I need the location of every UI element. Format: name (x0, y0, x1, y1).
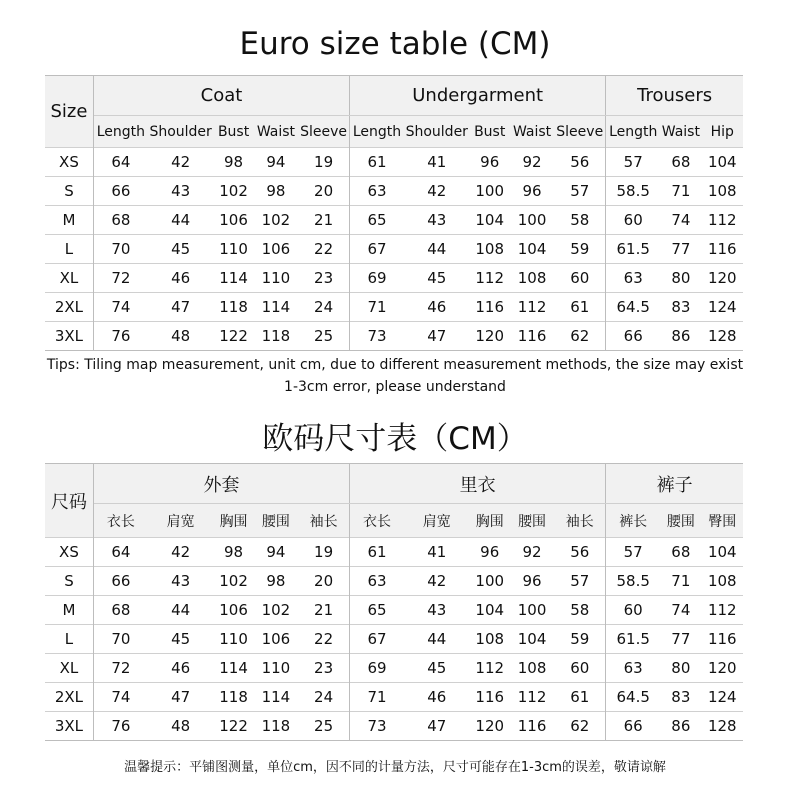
measurement-cell: 45 (404, 654, 470, 683)
measurement-cell: 112 (702, 206, 743, 235)
measurement-cell: 108 (702, 567, 743, 596)
measurement-cell: 68 (93, 596, 147, 625)
measurement-cell: 57 (606, 538, 660, 567)
measurement-cell: 46 (148, 264, 214, 293)
measurement-cell: 112 (510, 683, 554, 712)
measurement-cell: 60 (554, 654, 605, 683)
measurement-cell: 70 (93, 625, 147, 654)
column-header: Hip (702, 116, 743, 148)
measurement-cell: 19 (298, 148, 349, 177)
table-row (45, 567, 743, 596)
column-header: Shoulder (404, 116, 470, 148)
measurement-cell: 74 (660, 206, 701, 235)
measurement-cell: 66 (606, 712, 660, 741)
measurement-cell: 118 (213, 293, 253, 322)
measurement-cell: 66 (606, 322, 660, 351)
measurement-cell: 62 (554, 322, 605, 351)
measurement-cell: 104 (470, 206, 510, 235)
measurement-cell: 86 (660, 322, 701, 351)
measurement-cell: 116 (510, 712, 554, 741)
group-header: 外套 (93, 464, 349, 504)
group-header: Undergarment (350, 76, 606, 116)
measurement-cell: 41 (404, 148, 470, 177)
column-header: Bust (213, 116, 253, 148)
measurement-cell: 71 (660, 177, 701, 206)
column-header: 衣长 (93, 504, 147, 538)
measurement-cell: 60 (606, 596, 660, 625)
measurement-cell: 110 (254, 654, 298, 683)
measurement-cell: 66 (93, 177, 147, 206)
measurement-cell: 92 (510, 148, 554, 177)
measurement-cell: 58.5 (606, 177, 660, 206)
measurement-cell: 48 (148, 712, 214, 741)
column-header-row (45, 504, 743, 538)
size-column-header: 尺码 (45, 464, 93, 538)
measurement-cell: 120 (702, 264, 743, 293)
column-header: 肩宽 (148, 504, 214, 538)
measurement-cell: 60 (606, 206, 660, 235)
measurement-cell: 102 (254, 596, 298, 625)
measurement-cell: 22 (298, 625, 349, 654)
measurement-cell: 108 (470, 235, 510, 264)
measurement-cell: 120 (470, 322, 510, 351)
column-header: Sleeve (554, 116, 605, 148)
measurement-cell: 47 (404, 712, 470, 741)
measurement-cell: 104 (510, 235, 554, 264)
measurement-cell: 46 (148, 654, 214, 683)
measurement-cell: 45 (148, 625, 214, 654)
measurement-cell: 41 (404, 538, 470, 567)
size-cell: 2XL (45, 683, 93, 712)
measurement-cell: 61.5 (606, 625, 660, 654)
measurement-cell: 110 (213, 235, 253, 264)
measurement-cell: 71 (350, 683, 404, 712)
measurement-cell: 114 (254, 293, 298, 322)
chinese-size-table (45, 463, 743, 741)
measurement-cell: 58 (554, 206, 605, 235)
group-header-row (45, 76, 743, 116)
measurement-cell: 104 (702, 148, 743, 177)
measurement-cell: 67 (350, 235, 404, 264)
measurement-cell: 74 (93, 683, 147, 712)
measurement-cell: 59 (554, 625, 605, 654)
measurement-cell: 46 (404, 683, 470, 712)
measurement-cell: 100 (470, 567, 510, 596)
size-cell: L (45, 625, 93, 654)
measurement-cell: 69 (350, 264, 404, 293)
measurement-cell: 96 (470, 148, 510, 177)
measurement-cell: 120 (470, 712, 510, 741)
measurement-cell: 94 (254, 148, 298, 177)
measurement-cell: 21 (298, 596, 349, 625)
size-cell: XS (45, 148, 93, 177)
measurement-cell: 25 (298, 712, 349, 741)
size-column-header: Size (45, 76, 93, 148)
measurement-cell: 42 (404, 177, 470, 206)
measurement-cell: 44 (404, 625, 470, 654)
group-header: 裤子 (606, 464, 743, 504)
measurement-cell: 116 (510, 322, 554, 351)
measurement-cell: 57 (606, 148, 660, 177)
measurement-cell: 100 (470, 177, 510, 206)
column-header: Length (350, 116, 404, 148)
measurement-cell: 64.5 (606, 293, 660, 322)
column-header: Waist (254, 116, 298, 148)
measurement-cell: 73 (350, 712, 404, 741)
measurement-cell: 114 (213, 264, 253, 293)
column-header-row (45, 116, 743, 148)
measurement-cell: 44 (148, 596, 214, 625)
measurement-cell: 104 (702, 538, 743, 567)
measurement-cell: 112 (470, 264, 510, 293)
measurement-cell: 83 (660, 293, 701, 322)
table-row (45, 206, 743, 235)
size-cell: 2XL (45, 293, 93, 322)
measurement-cell: 104 (510, 625, 554, 654)
measurement-cell: 63 (350, 567, 404, 596)
measurement-cell: 106 (254, 625, 298, 654)
measurement-cell: 56 (554, 538, 605, 567)
table-row (45, 538, 743, 567)
measurement-cell: 24 (298, 293, 349, 322)
column-header: 肩宽 (404, 504, 470, 538)
measurement-cell: 98 (254, 567, 298, 596)
measurement-cell: 116 (470, 293, 510, 322)
group-header-row (45, 464, 743, 504)
column-header: Shoulder (148, 116, 214, 148)
table-row (45, 177, 743, 206)
table-row (45, 293, 743, 322)
measurement-cell: 122 (213, 322, 253, 351)
size-cell: M (45, 596, 93, 625)
measurement-cell: 47 (404, 322, 470, 351)
measurement-cell: 68 (660, 148, 701, 177)
measurement-cell: 110 (254, 264, 298, 293)
measurement-cell: 116 (702, 625, 743, 654)
measurement-cell: 63 (350, 177, 404, 206)
measurement-cell: 74 (93, 293, 147, 322)
column-header: 衣长 (350, 504, 404, 538)
measurement-cell: 128 (702, 712, 743, 741)
measurement-cell: 120 (702, 654, 743, 683)
group-header: Coat (93, 76, 349, 116)
measurement-cell: 74 (660, 596, 701, 625)
measurement-cell: 45 (404, 264, 470, 293)
measurement-cell: 65 (350, 596, 404, 625)
measurement-cell: 43 (148, 567, 214, 596)
size-cell: 3XL (45, 322, 93, 351)
measurement-cell: 124 (702, 683, 743, 712)
size-cell: M (45, 206, 93, 235)
measurement-cell: 114 (254, 683, 298, 712)
measurement-cell: 124 (702, 293, 743, 322)
measurement-cell: 76 (93, 712, 147, 741)
measurement-cell: 19 (298, 538, 349, 567)
measurement-cell: 44 (148, 206, 214, 235)
measurement-cell: 43 (404, 596, 470, 625)
measurement-cell: 25 (298, 322, 349, 351)
measurement-cell: 118 (254, 322, 298, 351)
measurement-cell: 96 (470, 538, 510, 567)
column-header: Sleeve (298, 116, 349, 148)
table-row (45, 148, 743, 177)
measurement-cell: 77 (660, 235, 701, 264)
measurement-cell: 118 (254, 712, 298, 741)
measurement-cell: 66 (93, 567, 147, 596)
measurement-cell: 61 (350, 148, 404, 177)
measurement-cell: 92 (510, 538, 554, 567)
measurement-cell: 71 (350, 293, 404, 322)
measurement-cell: 100 (510, 206, 554, 235)
measurement-cell: 102 (254, 206, 298, 235)
measurement-cell: 42 (148, 538, 214, 567)
measurement-cell: 73 (350, 322, 404, 351)
measurement-cell: 23 (298, 264, 349, 293)
measurement-cell: 64 (93, 148, 147, 177)
measurement-cell: 71 (660, 567, 701, 596)
measurement-cell: 86 (660, 712, 701, 741)
measurement-cell: 45 (148, 235, 214, 264)
measurement-cell: 61 (554, 293, 605, 322)
measurement-cell: 112 (510, 293, 554, 322)
measurement-cell: 98 (213, 148, 253, 177)
measurement-cell: 118 (213, 683, 253, 712)
measurement-cell: 108 (510, 654, 554, 683)
table-row (45, 654, 743, 683)
measurement-cell: 102 (213, 177, 253, 206)
size-cell: XS (45, 538, 93, 567)
measurement-cell: 112 (470, 654, 510, 683)
measurement-cell: 63 (606, 264, 660, 293)
measurement-cell: 116 (702, 235, 743, 264)
column-header: 腰围 (510, 504, 554, 538)
measurement-cell: 61 (554, 683, 605, 712)
measurement-cell: 100 (510, 596, 554, 625)
measurement-cell: 98 (254, 177, 298, 206)
measurement-cell: 60 (554, 264, 605, 293)
column-header: Length (93, 116, 147, 148)
size-cell: S (45, 177, 93, 206)
measurement-cell: 83 (660, 683, 701, 712)
measurement-cell: 106 (254, 235, 298, 264)
measurement-cell: 42 (148, 148, 214, 177)
column-header: 腰围 (660, 504, 701, 538)
table-row (45, 322, 743, 351)
column-header: Waist (510, 116, 554, 148)
measurement-cell: 80 (660, 654, 701, 683)
measurement-cell: 114 (213, 654, 253, 683)
measurement-cell: 21 (298, 206, 349, 235)
measurement-cell: 77 (660, 625, 701, 654)
group-header: Trousers (606, 76, 743, 116)
measurement-cell: 46 (404, 293, 470, 322)
column-header: 臀围 (702, 504, 743, 538)
column-header: 腰围 (254, 504, 298, 538)
column-header: 袖长 (298, 504, 349, 538)
table-row (45, 683, 743, 712)
measurement-cell: 110 (213, 625, 253, 654)
column-header: 胸围 (213, 504, 253, 538)
measurement-cell: 23 (298, 654, 349, 683)
measurement-cell: 76 (93, 322, 147, 351)
measurement-cell: 58 (554, 596, 605, 625)
measurement-cell: 104 (470, 596, 510, 625)
measurement-cell: 116 (470, 683, 510, 712)
measurement-cell: 48 (148, 322, 214, 351)
measurement-cell: 80 (660, 264, 701, 293)
column-header: 袖长 (554, 504, 605, 538)
measurement-cell: 43 (404, 206, 470, 235)
measurement-cell: 68 (93, 206, 147, 235)
column-header: Waist (660, 116, 701, 148)
measurement-cell: 96 (510, 177, 554, 206)
size-cell: 3XL (45, 712, 93, 741)
measurement-cell: 47 (148, 683, 214, 712)
table-row (45, 596, 743, 625)
column-header: Bust (470, 116, 510, 148)
measurement-cell: 108 (470, 625, 510, 654)
measurement-cell: 72 (93, 654, 147, 683)
measurement-cell: 72 (93, 264, 147, 293)
english-title: Euro size table (CM) (239, 26, 551, 62)
size-cell: L (45, 235, 93, 264)
measurement-cell: 43 (148, 177, 214, 206)
measurement-cell: 96 (510, 567, 554, 596)
measurement-cell: 67 (350, 625, 404, 654)
measurement-cell: 20 (298, 177, 349, 206)
measurement-cell: 58.5 (606, 567, 660, 596)
measurement-cell: 61 (350, 538, 404, 567)
tips-english: Tips: Tiling map measurement, unit cm, due to different measurement methods, the size may exist 1-3cm error, please understand (46, 357, 744, 395)
measurement-cell: 44 (404, 235, 470, 264)
measurement-cell: 62 (554, 712, 605, 741)
measurement-cell: 106 (213, 206, 253, 235)
measurement-cell: 65 (350, 206, 404, 235)
euro-size-table (45, 75, 743, 351)
measurement-cell: 106 (213, 596, 253, 625)
measurement-cell: 64.5 (606, 683, 660, 712)
table-row (45, 625, 743, 654)
measurement-cell: 108 (702, 177, 743, 206)
measurement-cell: 22 (298, 235, 349, 264)
measurement-cell: 47 (148, 293, 214, 322)
measurement-cell: 59 (554, 235, 605, 264)
measurement-cell: 69 (350, 654, 404, 683)
measurement-cell: 128 (702, 322, 743, 351)
column-header: 胸围 (470, 504, 510, 538)
size-cell: XL (45, 654, 93, 683)
measurement-cell: 122 (213, 712, 253, 741)
column-header: 裤长 (606, 504, 660, 538)
table-row (45, 235, 743, 264)
measurement-cell: 61.5 (606, 235, 660, 264)
measurement-cell: 108 (510, 264, 554, 293)
measurement-cell: 57 (554, 567, 605, 596)
tips-chinese: 温馨提示：平铺图测量，单位cm，因不同的计量方法，尺寸可能存在1-3cm的误差，敬请谅解 (124, 760, 666, 775)
table-row (45, 264, 743, 293)
measurement-cell: 63 (606, 654, 660, 683)
measurement-cell: 56 (554, 148, 605, 177)
measurement-cell: 102 (213, 567, 253, 596)
measurement-cell: 98 (213, 538, 253, 567)
table-row (45, 712, 743, 741)
measurement-cell: 70 (93, 235, 147, 264)
chinese-title: 欧码尺寸表（CM） (262, 421, 528, 457)
measurement-cell: 20 (298, 567, 349, 596)
measurement-cell: 64 (93, 538, 147, 567)
measurement-cell: 112 (702, 596, 743, 625)
size-cell: S (45, 567, 93, 596)
measurement-cell: 68 (660, 538, 701, 567)
measurement-cell: 24 (298, 683, 349, 712)
size-cell: XL (45, 264, 93, 293)
measurement-cell: 94 (254, 538, 298, 567)
measurement-cell: 42 (404, 567, 470, 596)
measurement-cell: 57 (554, 177, 605, 206)
group-header: 里衣 (350, 464, 606, 504)
column-header: Length (606, 116, 660, 148)
